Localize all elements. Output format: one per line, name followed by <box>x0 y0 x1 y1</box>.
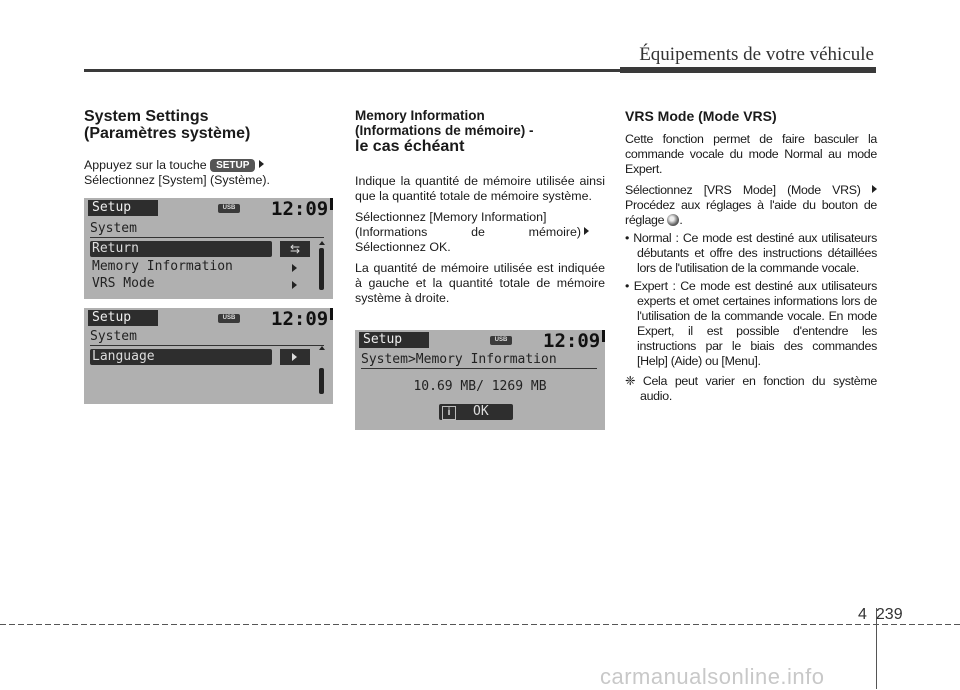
screen-divider <box>361 368 597 369</box>
screen-clock: 12:09 <box>271 308 329 330</box>
screen-title: System <box>90 329 137 344</box>
instruction-text: Sélectionnez OK. <box>355 240 451 254</box>
instruction-text: . <box>679 213 683 227</box>
column-system-settings <box>84 108 334 188</box>
screen-clock: 12:09 <box>271 198 329 220</box>
ok-button[interactable] <box>439 404 513 420</box>
setup-language-screen <box>84 308 333 404</box>
usb-badge: USB <box>218 314 240 323</box>
memory-description: Indique la quantité de mémoire utilisée ainsi que la quantité totale de mémoire système. <box>355 174 605 203</box>
header-rule-accent <box>620 67 876 73</box>
arrow-icon <box>872 185 877 193</box>
watermark: carmanualsonline.info <box>600 664 825 689</box>
instruction-text: Procédez aux réglages à l'aide du bouton de réglage <box>625 198 877 227</box>
column-memory-information <box>355 108 605 306</box>
memory-information-screen <box>355 330 605 430</box>
heading-line: System Settings <box>84 108 209 125</box>
vrs-instruction <box>625 183 877 228</box>
page-number-value: 239 <box>875 606 903 623</box>
screen-divider <box>90 237 324 238</box>
screen-tab-setup: Setup <box>88 200 158 216</box>
menu-item-language[interactable]: Language <box>90 349 272 365</box>
section-heading-vrs-mode: VRS Mode (Mode VRS) <box>625 108 777 124</box>
memory-explanation: La quantité de mémoire utilisée est indiquée à gauche et la quantité totale de mémoire système à droite. <box>355 261 605 305</box>
instruction-text: (Informations de mémoire) <box>355 225 581 239</box>
menu-item-return[interactable]: Return <box>90 241 272 257</box>
page-number <box>858 606 903 624</box>
screen-divider <box>90 345 324 346</box>
chevron-right-icon <box>292 281 297 289</box>
memory-instruction <box>355 210 605 255</box>
screen-corner-mark <box>330 308 333 320</box>
bullet-expert: • Expert : Ce mode est destiné aux utilisateurs experts et omet certaines informations lors de l'utilisation de la commande vocale. En mode Expert, il est possible d'entendre les instructions par le biais des commandes [Help] (Aide) ou [Menu]. <box>625 279 877 368</box>
bullet-normal: • Normal : Ce mode est destiné aux utilisateurs débutants et offre des instructions détaillées lors de l'utilisation de la commande vocale. <box>625 231 877 275</box>
screen-title: System>Memory Information <box>361 352 557 367</box>
tune-knob-icon <box>667 214 679 226</box>
scroll-up-icon <box>319 241 325 245</box>
chevron-right-icon <box>292 353 297 361</box>
screen-clock: 12:09 <box>543 330 601 352</box>
chapter-number: 4 <box>858 606 867 623</box>
note: ❈ Cela peut varier en fonction du système audio. <box>625 374 877 403</box>
arrow-icon <box>584 227 589 235</box>
menu-item-memory-information[interactable]: Memory Information <box>92 259 233 274</box>
return-icon: ⇆ <box>280 241 310 257</box>
column-vrs-mode <box>625 108 877 404</box>
chevron-right-icon <box>292 264 297 272</box>
heading-line: (Informations de mémoire) - <box>355 123 534 138</box>
instruction-paragraph <box>84 158 334 188</box>
screen-tab-setup: Setup <box>88 310 158 326</box>
scrollbar[interactable] <box>319 368 324 394</box>
instruction-text: Sélectionnez [VRS Mode] (Mode VRS) <box>625 183 861 197</box>
vrs-description: Cette fonction permet de faire basculer la commande vocale du mode Normal au mode Expert. <box>625 132 877 176</box>
screen-corner-mark <box>602 330 605 342</box>
setup-system-screen <box>84 198 333 299</box>
section-heading-system-settings <box>84 108 334 142</box>
info-icon: i <box>442 406 456 420</box>
scrollbar[interactable] <box>319 248 324 290</box>
scroll-up-icon <box>319 346 325 350</box>
instruction-text: Sélectionnez [System] (Système). <box>84 173 270 187</box>
heading-line: (Paramètres système) <box>84 125 251 142</box>
footer-rule <box>0 624 960 625</box>
usb-badge: USB <box>218 204 240 213</box>
arrow-icon <box>259 160 264 168</box>
usb-badge: USB <box>490 336 512 345</box>
screen-tab-setup: Setup <box>359 332 429 348</box>
heading-line: le cas échéant <box>355 138 465 155</box>
instruction-text: Sélectionnez [Memory Information] <box>355 210 547 224</box>
memory-usage-value: 10.69 MB/ 1269 MB <box>413 379 547 394</box>
heading-line: Memory Information <box>355 108 485 123</box>
menu-item-vrs-mode[interactable]: VRS Mode <box>92 276 155 291</box>
page-header-title: Équipements de votre véhicule <box>639 44 874 65</box>
screen-title: System <box>90 221 137 236</box>
screen-corner-mark <box>330 198 333 210</box>
ok-button-label: OK <box>473 404 489 419</box>
instruction-text: Appuyez sur la touche <box>84 158 207 172</box>
setup-key-icon: SETUP <box>210 159 255 172</box>
section-heading-memory-information <box>355 108 605 155</box>
